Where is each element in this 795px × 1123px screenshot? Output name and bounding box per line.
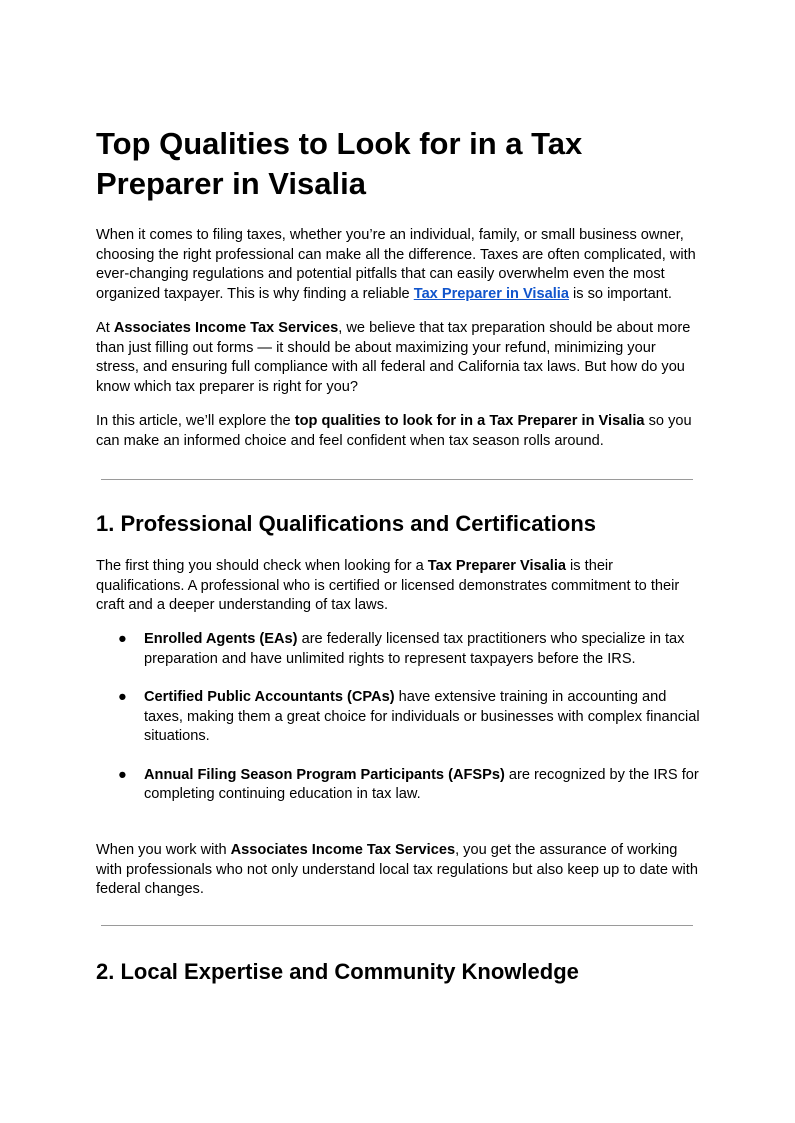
intro-text: so you can make an informed choice and feel confident when tax season rolls around. bbox=[96, 413, 692, 449]
list-item bbox=[96, 630, 702, 669]
bullet-icon: ● bbox=[118, 631, 127, 647]
intro-text: , we believe that tax preparation should be about more than just filling out forms — it should be about maximizing your refund, minimizing your stress, and ensuring full compliance with all federal and California tax laws. But how do you know which tax preparer is right for you? bbox=[96, 320, 691, 395]
body-text: , you get the assurance of working with professionals who not only understand local tax regulations but also keep up to date with federal changes. bbox=[96, 842, 698, 897]
section-divider bbox=[101, 925, 693, 926]
body-text: When you work with bbox=[96, 842, 231, 858]
list-item-term: Annual Filing Season Program Participants (AFSPs) bbox=[144, 766, 505, 783]
intro-paragraph-3 bbox=[96, 412, 702, 451]
intro-text: At bbox=[96, 320, 114, 336]
list-item-text: are recognized by the IRS for completing continuing education in tax law. bbox=[144, 766, 699, 802]
tax-preparer-link[interactable]: Tax Preparer in Visalia bbox=[413, 285, 569, 302]
body-text: is their qualifications. A professional who is certified or licensed demonstrates commitment to their craft and a deeper understanding of tax laws. bbox=[96, 558, 680, 613]
list-item bbox=[96, 688, 702, 747]
section-1-paragraph-2 bbox=[96, 841, 702, 900]
body-text: The first thing you should check when looking for a bbox=[96, 558, 428, 574]
list-item-term: Certified Public Accountants (CPAs) bbox=[144, 689, 395, 705]
intro-text: In this article, we’ll explore the bbox=[96, 413, 295, 429]
section-1-heading: 1. Professional Qualifications and Certifications bbox=[96, 511, 597, 536]
list-item bbox=[96, 766, 702, 805]
list-item-term: Enrolled Agents (EAs) bbox=[144, 631, 298, 647]
bullet-icon: ● bbox=[118, 689, 127, 705]
list-item-text: are federally licensed tax practitioners who specialize in tax preparation and have unlimited rights to represent taxpayers before the IRS. bbox=[144, 631, 685, 667]
section-2-heading: 2. Local Expertise and Community Knowledge bbox=[96, 959, 579, 984]
bullet-icon: ● bbox=[118, 766, 127, 783]
intro-text: is so important. bbox=[568, 285, 672, 302]
section-divider bbox=[101, 479, 693, 480]
emphasis-text: Tax Preparer Visalia bbox=[427, 558, 566, 574]
intro-paragraph-2 bbox=[96, 319, 702, 397]
company-name: Associates Income Tax Services bbox=[230, 842, 456, 858]
intro-paragraph-1 bbox=[96, 226, 702, 304]
company-name: Associates Income Tax Services bbox=[113, 320, 339, 336]
intro-text: When it comes to filing taxes, whether you’re an individual, family, or small business owner, choosing the right professional can make all the difference. Taxes are often complicated, with ever-changing regulations and potential pitfalls that can easily overwhelm even the most organized taxpayer. This is why finding a reliable bbox=[96, 227, 696, 302]
emphasis-text: top qualities to look for in a Tax Preparer in Visalia bbox=[294, 413, 645, 429]
section-1-paragraph-1 bbox=[96, 557, 702, 616]
qualifications-list bbox=[96, 630, 702, 824]
page-title: Top Qualities to Look for in a Tax Preparer in Visalia bbox=[96, 126, 583, 201]
list-item-text: have extensive training in accounting and taxes, making them a great choice for individuals or businesses with complex financial situations. bbox=[144, 689, 700, 744]
